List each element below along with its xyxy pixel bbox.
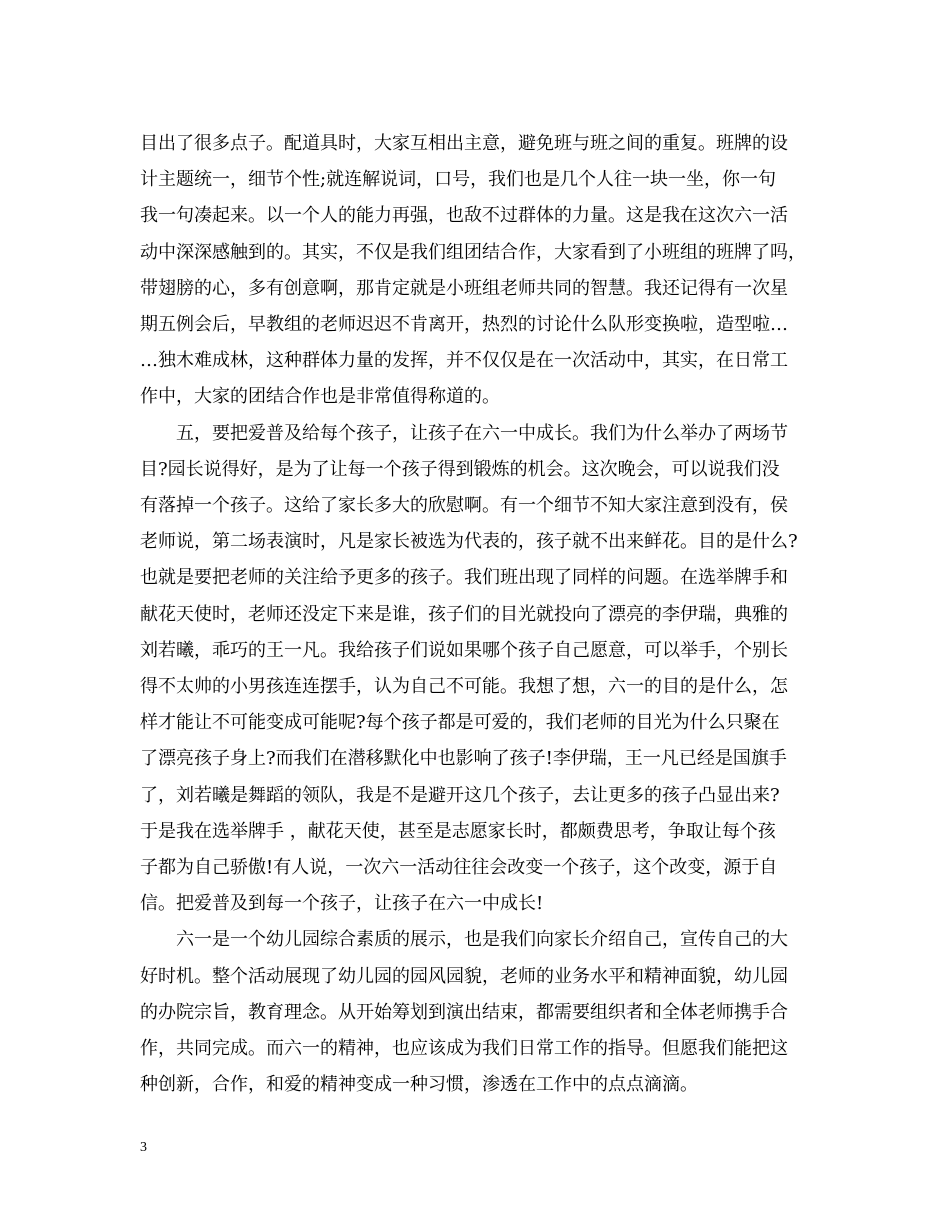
- text-line: 作，共同完成。而六一的精神，也应该成为我们日常工作的指导。但愿我们能把这: [140, 1038, 788, 1059]
- text-line: 老师说，第二场表演时，凡是家长被选为代表的，孩子就不出来鲜花。目的是什么?: [140, 531, 798, 553]
- text-line: 带翅膀的心，多有创意啊，那肯定就是小班组老师共同的智慧。我还记得有一次星: [140, 277, 788, 299]
- text-line: 期五例会后，早教组的老师迟迟不肯离开，热烈的讨论什么队形变换啦，造型啦…: [140, 314, 788, 335]
- text-line: …独木难成林，这种群体力量的发挥，并不仅仅是在一次活动中，其实，在日常工: [140, 350, 788, 372]
- text-line: 动中深深感触到的。其实，不仅是我们组团结合作，大家看到了小班组的班牌了吗，: [140, 241, 806, 263]
- text-line: 信。把爱普及到每一个孩子，让孩子在六一中成长!: [140, 893, 544, 915]
- text-line: 六一是一个幼儿园综合素质的展示，也是我们向家长介绍自己，宣传自己的大: [140, 929, 788, 951]
- page-number: 3: [140, 1140, 147, 1155]
- text-line: 目出了很多点子。配道具时，大家互相出主意，避免班与班之间的重复。班牌的设: [140, 133, 788, 154]
- text-line: 得不太帅的小男孩连连摆手，认为自己不可能。我想了想，六一的目的是什么，怎: [140, 676, 788, 697]
- text-line: 的办院宗旨，教育理念。从开始筹划到演出结束，都需要组织者和全体老师携手合: [140, 1001, 788, 1023]
- text-line: 有落掉一个孩子。这给了家长多大的欣慰啊。有一个细节不知大家注意到没有，侯: [140, 495, 788, 516]
- text-line: 种创新，合作，和爱的精神变成一种习惯，渗透在工作中的点点滴滴。: [140, 1074, 698, 1096]
- text-line: 子都为自己骄傲!有人说，一次六一活动往往会改变一个孩子，这个改变，源于自: [140, 857, 778, 878]
- text-line: 刘若曦，乖巧的王一凡。我给孩子们说如果哪个孩子自己愿意，可以举手，个别长: [140, 639, 788, 661]
- text-line: 计主题统一，细节个性;就连解说词，口号，我们也是几个人往一块一坐，你一句: [140, 169, 777, 191]
- text-line: 于是我在选举牌手 ，献花天使，甚至是志愿家长时，都颇费思考，争取让每个孩: [140, 820, 776, 842]
- text-line: 了，刘若曦是舞蹈的领队，我是不是避开这几个孩子，去让更多的孩子凸显出来?: [140, 784, 780, 806]
- text-line: 了漂亮孩子身上?而我们在潜移默化中也影响了孩子!李伊瑞，王一凡已经是国旗手: [140, 748, 787, 770]
- text-line: 我一句凑起来。以一个人的能力再强，也敌不过群体的力量。这是我在这次六一活: [140, 205, 788, 227]
- text-line: 目?园长说得好，是为了让每一个孩子得到锻炼的机会。这次晚会，可以说我们没: [140, 458, 780, 480]
- text-line: 好时机。整个活动展现了幼儿园的园风园貌，老师的业务水平和精神面貌，幼儿园: [140, 965, 788, 987]
- text-line: 样才能让不可能变成可能呢?每个孩子都是可爱的，我们老师的目光为什么只聚在: [140, 712, 780, 734]
- text-line: 作中，大家的团结合作也是非常值得称道的。: [140, 386, 500, 408]
- text-line: 五，要把爱普及给每个孩子，让孩子在六一中成长。我们为什么举办了两场节: [140, 422, 788, 444]
- text-line: 献花天使时，老师还没定下来是谁，孩子们的目光就投向了漂亮的李伊瑞，典雅的: [140, 603, 788, 625]
- text-line: 也就是要把老师的关注给予更多的孩子。我们班出现了同样的问题。在选举牌手和: [140, 567, 788, 589]
